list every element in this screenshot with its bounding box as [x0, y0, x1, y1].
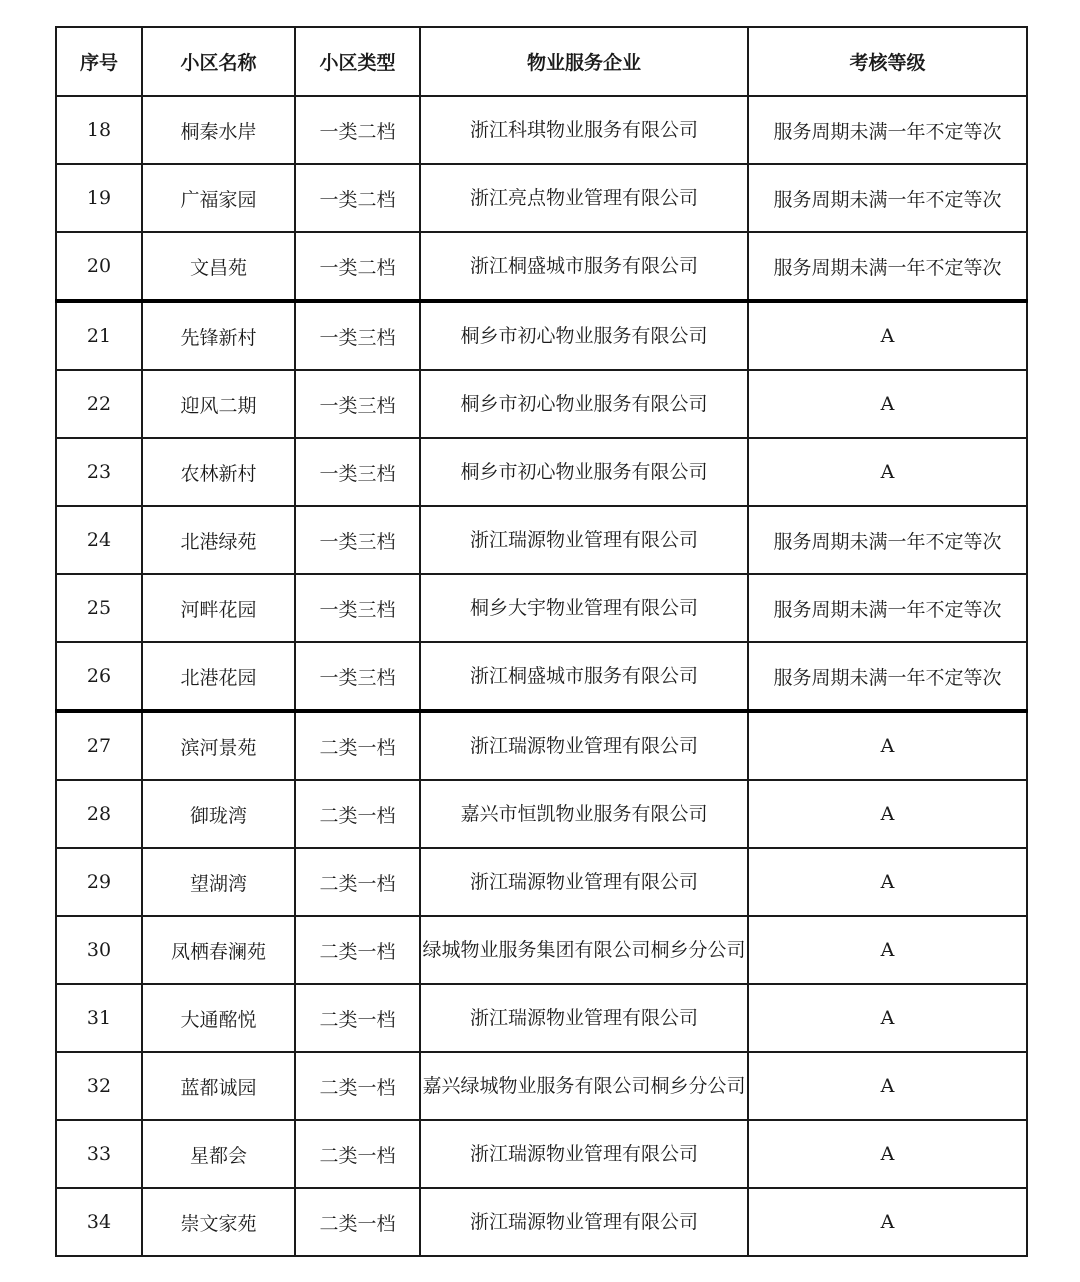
- cell-company: 桐乡大宇物业管理有限公司: [420, 574, 748, 642]
- cell-name: 广福家园: [142, 164, 295, 232]
- cell-type: 二类一档: [295, 1188, 420, 1256]
- cell-name: 河畔花园: [142, 574, 295, 642]
- cell-type: 二类一档: [295, 780, 420, 848]
- cell-name: 大通酩悦: [142, 984, 295, 1052]
- cell-name: 北港绿苑: [142, 506, 295, 574]
- cell-name: 望湖湾: [142, 848, 295, 916]
- header-type: 小区类型: [295, 27, 420, 96]
- header-name: 小区名称: [142, 27, 295, 96]
- cell-name: 文昌苑: [142, 232, 295, 301]
- cell-type: 一类二档: [295, 232, 420, 301]
- table-row: [56, 370, 1027, 438]
- cell-company: 浙江瑞源物业管理有限公司: [420, 711, 748, 780]
- cell-name: 蓝都诚园: [142, 1052, 295, 1120]
- cell-company: 嘉兴市恒凯物业服务有限公司: [420, 780, 748, 848]
- cell-type: 二类一档: [295, 916, 420, 984]
- cell-grade: A: [748, 916, 1027, 984]
- cell-grade: A: [748, 1188, 1027, 1256]
- cell-company: 浙江桐盛城市服务有限公司: [420, 642, 748, 711]
- cell-seq: 29: [56, 848, 142, 916]
- table-row: [56, 96, 1027, 164]
- cell-company: 桐乡市初心物业服务有限公司: [420, 370, 748, 438]
- cell-seq: 18: [56, 96, 142, 164]
- cell-grade: A: [748, 1052, 1027, 1120]
- cell-company: 桐乡市初心物业服务有限公司: [420, 438, 748, 506]
- table-row: [56, 506, 1027, 574]
- cell-name: 迎风二期: [142, 370, 295, 438]
- cell-seq: 26: [56, 642, 142, 711]
- cell-seq: 22: [56, 370, 142, 438]
- cell-grade: 服务周期未满一年不定等次: [748, 642, 1027, 711]
- cell-name: 北港花园: [142, 642, 295, 711]
- table-row: [56, 984, 1027, 1052]
- header-grade: 考核等级: [748, 27, 1027, 96]
- cell-seq: 24: [56, 506, 142, 574]
- cell-grade: A: [748, 438, 1027, 506]
- table-row: [56, 1052, 1027, 1120]
- cell-seq: 30: [56, 916, 142, 984]
- cell-company: 浙江亮点物业管理有限公司: [420, 164, 748, 232]
- cell-seq: 23: [56, 438, 142, 506]
- cell-grade: 服务周期未满一年不定等次: [748, 164, 1027, 232]
- cell-company: 浙江瑞源物业管理有限公司: [420, 848, 748, 916]
- cell-type: 一类三档: [295, 642, 420, 711]
- cell-name: 滨河景苑: [142, 711, 295, 780]
- cell-seq: 34: [56, 1188, 142, 1256]
- table-row: [56, 916, 1027, 984]
- cell-company: 浙江瑞源物业管理有限公司: [420, 984, 748, 1052]
- header-seq: 序号: [56, 27, 142, 96]
- cell-grade: A: [748, 780, 1027, 848]
- cell-seq: 27: [56, 711, 142, 780]
- cell-type: 二类一档: [295, 1052, 420, 1120]
- cell-name: 凤栖春澜苑: [142, 916, 295, 984]
- cell-name: 星都会: [142, 1120, 295, 1188]
- table-row: [56, 232, 1027, 301]
- cell-grade: 服务周期未满一年不定等次: [748, 574, 1027, 642]
- cell-type: 一类二档: [295, 96, 420, 164]
- cell-type: 一类三档: [295, 506, 420, 574]
- cell-grade: A: [748, 848, 1027, 916]
- table-row: [56, 642, 1027, 711]
- cell-name: 崇文家苑: [142, 1188, 295, 1256]
- cell-type: 二类一档: [295, 711, 420, 780]
- cell-name: 御珑湾: [142, 780, 295, 848]
- cell-seq: 32: [56, 1052, 142, 1120]
- cell-type: 一类二档: [295, 164, 420, 232]
- cell-company: 绿城物业服务集团有限公司桐乡分公司: [420, 916, 748, 984]
- cell-grade: A: [748, 711, 1027, 780]
- table-row: [56, 711, 1027, 780]
- cell-grade: 服务周期未满一年不定等次: [748, 506, 1027, 574]
- cell-type: 一类三档: [295, 301, 420, 370]
- table-row: [56, 780, 1027, 848]
- cell-company: 桐乡市初心物业服务有限公司: [420, 301, 748, 370]
- cell-type: 一类三档: [295, 370, 420, 438]
- cell-seq: 28: [56, 780, 142, 848]
- cell-company: 浙江桐盛城市服务有限公司: [420, 232, 748, 301]
- table-row: [56, 164, 1027, 232]
- cell-type: 一类三档: [295, 438, 420, 506]
- property-assessment-table: [55, 26, 1028, 1257]
- cell-company: 浙江瑞源物业管理有限公司: [420, 1120, 748, 1188]
- cell-grade: A: [748, 301, 1027, 370]
- cell-company: 浙江瑞源物业管理有限公司: [420, 506, 748, 574]
- header-company: 物业服务企业: [420, 27, 748, 96]
- cell-type: 一类三档: [295, 574, 420, 642]
- table-row: [56, 848, 1027, 916]
- cell-name: 先锋新村: [142, 301, 295, 370]
- header-row: [56, 27, 1027, 96]
- table-row: [56, 574, 1027, 642]
- table-row: [56, 438, 1027, 506]
- cell-grade: A: [748, 1120, 1027, 1188]
- table-row: [56, 1188, 1027, 1256]
- table-row: [56, 301, 1027, 370]
- cell-seq: 33: [56, 1120, 142, 1188]
- cell-company: 浙江瑞源物业管理有限公司: [420, 1188, 748, 1256]
- cell-type: 二类一档: [295, 1120, 420, 1188]
- cell-seq: 21: [56, 301, 142, 370]
- cell-seq: 25: [56, 574, 142, 642]
- cell-grade: A: [748, 984, 1027, 1052]
- cell-seq: 20: [56, 232, 142, 301]
- cell-type: 二类一档: [295, 848, 420, 916]
- cell-grade: A: [748, 370, 1027, 438]
- cell-grade: 服务周期未满一年不定等次: [748, 232, 1027, 301]
- cell-grade: 服务周期未满一年不定等次: [748, 96, 1027, 164]
- cell-company: 嘉兴绿城物业服务有限公司桐乡分公司: [420, 1052, 748, 1120]
- cell-seq: 19: [56, 164, 142, 232]
- cell-type: 二类一档: [295, 984, 420, 1052]
- cell-name: 农林新村: [142, 438, 295, 506]
- cell-seq: 31: [56, 984, 142, 1052]
- cell-name: 桐秦水岸: [142, 96, 295, 164]
- table-row: [56, 1120, 1027, 1188]
- cell-company: 浙江科琪物业服务有限公司: [420, 96, 748, 164]
